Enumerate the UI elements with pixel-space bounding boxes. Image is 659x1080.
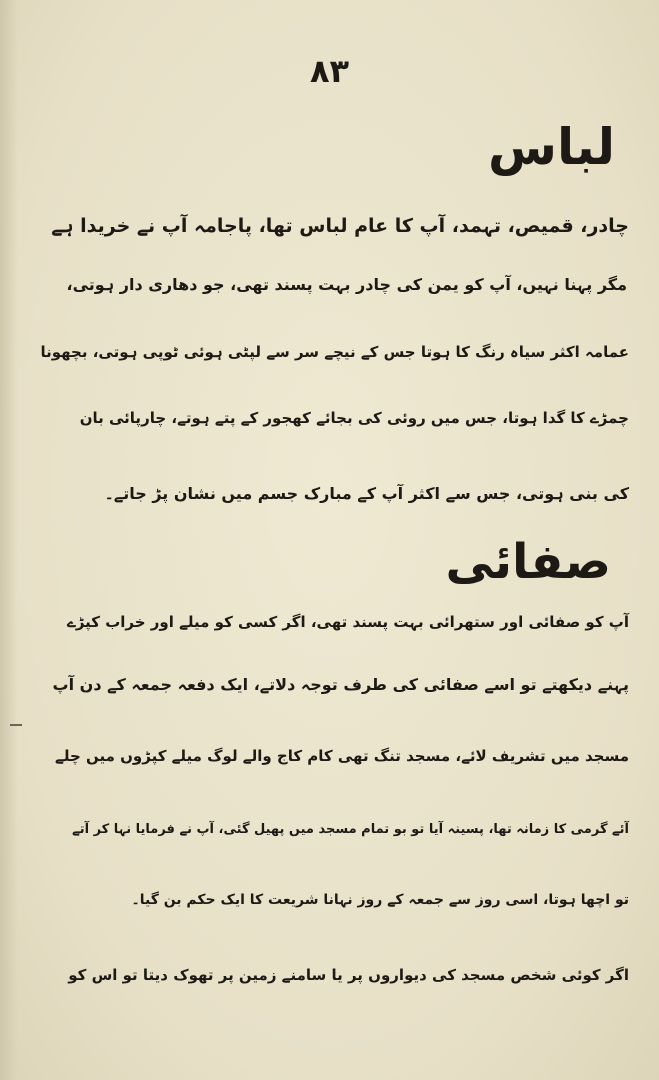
paragraph-line: آئے گرمی کا زمانہ تھا، پسینہ آیا تو بو تمام مسجد میں پھیل گئی، آپ نے فرمایا نہا کر آتے (72, 822, 629, 837)
paragraph-line: عمامہ اکثر سیاہ رنگ کا ہوتا جس کے نیچے سر سے لپٹی ہوئی ٹوپی ہوتی، بچھونا (40, 343, 629, 361)
paragraph-line: مگر پہنا نہیں، آپ کو یمن کی چادر بہت پسند تھی، جو دھاری دار ہوتی، (66, 275, 627, 294)
section-heading-safai: صفائی (445, 534, 611, 590)
page-spine-shadow (0, 0, 18, 1080)
paragraph-line: مسجد میں تشریف لائے، مسجد تنگ تھی کام کاج والے لوگ میلے کپڑوں میں چلے (55, 747, 629, 765)
paragraph-line: آپ کو صفائی اور ستھرائی بہت پسند تھی، اگر کسی کو میلے اور خراب کپڑے (67, 613, 629, 631)
paragraph-line: چادر، قمیص، تہمد، آپ کا عام لباس تھا، پاجامہ آپ نے خریدا ہے (51, 215, 629, 237)
paragraph-line: چمڑے کا گدا ہوتا، جس میں روئی کی بجائے کھجور کے پتے ہوتے، چارپائی بان (79, 409, 629, 427)
section-heading-libaas: لباس (488, 118, 615, 176)
paragraph-line: کی بنی ہوتی، جس سے اکثر آپ کے مبارک جسم میں نشان پڑ جاتے۔ (104, 484, 629, 503)
paragraph-line: پہنے دیکھتے تو اسے صفائی کی طرف توجہ دلاتے، ایک دفعہ جمعہ کے دن آپ (52, 675, 629, 694)
paragraph-line: تو اچھا ہوتا، اسی روز سے جمعہ کے روز نہانا شریعت کا ایک حکم بن گیا۔ (131, 892, 629, 908)
paragraph-line: اگر کوئی شخص مسجد کی دیواروں پر یا سامنے زمین پر تھوک دیتا تو اس کو (68, 966, 629, 984)
margin-mark (10, 724, 22, 726)
page-number: ۸۳ (309, 52, 350, 90)
